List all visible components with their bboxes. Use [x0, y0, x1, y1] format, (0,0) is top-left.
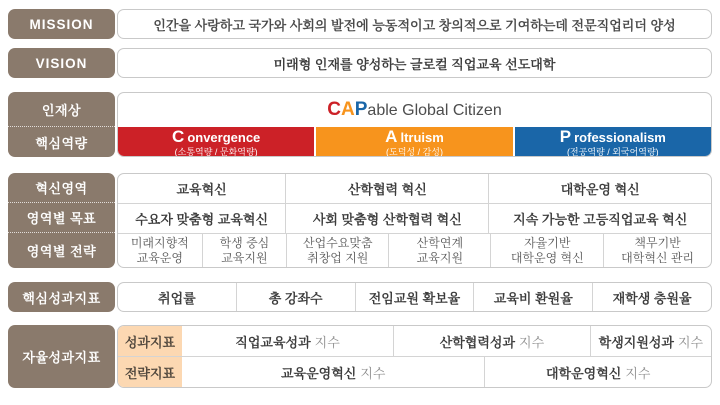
innovation-strategy-line: 취창업 지원 — [307, 250, 369, 265]
competency-altruism-sub: (도덕성 / 감성) — [386, 146, 443, 157]
mission-label-box — [8, 9, 115, 39]
innovation-goal: 지속 가능한 고등직업교육 혁신 — [513, 212, 688, 227]
kpi-item: 교육비 환원율 — [493, 290, 573, 306]
vision-content-box — [117, 48, 712, 78]
cap-letter-p: P — [354, 99, 368, 120]
competency-altruism — [316, 127, 512, 157]
innovation-row2-label: 영역별 목표 — [8, 202, 115, 232]
index-suffix: 지수 — [625, 365, 651, 381]
innovation-strategy-line: 교육지원 — [416, 250, 464, 265]
innovation-strategy-line: 책무기반 — [634, 235, 681, 250]
performance-index — [235, 332, 339, 351]
innovation-strategy-line: 학생 중심 — [219, 235, 270, 250]
index-name: 직업교육성과 — [235, 334, 311, 350]
index-suffix: 지수 — [519, 334, 545, 350]
index-suffix: 지수 — [314, 334, 340, 350]
competency-initial: C — [172, 127, 185, 146]
talent-content-box — [117, 92, 712, 157]
innovation-goal: 수요자 맞춤형 교육혁신 — [135, 212, 269, 227]
index-name: 산학협력성과 — [439, 334, 516, 350]
index-name: 교육운영혁신 — [280, 365, 357, 381]
strategy-index — [546, 363, 650, 382]
cap-letter-c: C — [327, 99, 341, 120]
kpi-label-box — [8, 282, 115, 312]
competency-convergence — [118, 127, 314, 157]
innovation-row1-label: 혁신영역 — [35, 181, 88, 196]
index-name: 대학운영혁신 — [545, 365, 622, 381]
competency-professionalism-title — [560, 127, 666, 147]
autonomous-row2-label: 전략지표 — [118, 357, 182, 387]
competency-initial: P — [559, 127, 572, 146]
mission-label: MISSION — [29, 16, 94, 32]
innovation-row3-label: 영역별 전략 — [8, 232, 115, 268]
competency-initial: A — [385, 127, 398, 146]
vision-label-box — [8, 48, 115, 78]
autonomous-row1-label: 성과지표 — [118, 326, 182, 356]
innovation-strategy-line: 산학연계 — [416, 235, 464, 250]
index-suffix: 지수 — [360, 365, 386, 381]
performance-index — [440, 332, 544, 351]
performance-index — [599, 332, 703, 351]
cap-letter-a: A — [341, 99, 355, 120]
competency-rest: ltruism — [400, 130, 444, 145]
index-suffix: 지수 — [678, 334, 704, 350]
innovation-strategy-line: 자율기반 — [524, 235, 571, 250]
talent-block — [8, 92, 712, 157]
autonomous-label-box — [8, 325, 115, 388]
competency-rest: rofessionalism — [574, 130, 666, 145]
innovation-strategy-line: 교육운영 — [136, 250, 183, 265]
competency-altruism-title — [385, 127, 444, 147]
autonomous-content-box — [117, 325, 712, 388]
autonomous-block — [8, 325, 712, 388]
innovation-strategy-line: 미래지향적 — [130, 235, 189, 250]
kpi-item: 총 강좌수 — [268, 290, 323, 306]
competency-convergence-title — [172, 127, 260, 147]
talent-label-box — [8, 92, 115, 157]
talent-row2-label: 핵심역량 — [8, 126, 115, 157]
kpi-content-box — [117, 282, 712, 312]
strategy-index — [281, 363, 385, 382]
mission-row — [8, 9, 712, 39]
talent-row1-label: 인재상 — [41, 102, 82, 118]
innovation-label-box — [8, 173, 115, 268]
kpi-block — [8, 282, 712, 312]
innovation-strategy-line: 교육지원 — [221, 250, 268, 265]
innovation-strategy-line: 대학혁신 관리 — [621, 250, 695, 265]
mission-text: 인간을 사랑하고 국가와 사회의 발전에 능동적이고 창의적으로 기여하는데 전문직업리더 양성 — [153, 17, 676, 33]
innovation-strategy-line: 산업수요맞춤 — [302, 235, 373, 250]
autonomous-label: 자율성과지표 — [22, 350, 101, 365]
competency-professionalism-sub: (전공역량 / 외국어역량) — [566, 146, 659, 157]
innovation-block — [8, 173, 712, 268]
competency-professionalism — [515, 127, 711, 157]
innovation-area: 산학협력 혁신 — [347, 182, 427, 197]
innovation-area: 교육혁신 — [176, 182, 227, 197]
competency-rest: onvergence — [187, 130, 261, 145]
mission-content-box — [117, 9, 712, 39]
kpi-item: 재학생 충원율 — [612, 290, 692, 306]
kpi-label: 핵심성과지표 — [22, 290, 101, 306]
cap-title — [327, 99, 501, 121]
innovation-goal: 사회 맞춤형 산학협력 혁신 — [312, 212, 462, 227]
competency-convergence-sub: (소통역량 / 문화역량) — [174, 146, 258, 157]
innovation-strategy-line: 대학운영 혁신 — [510, 250, 584, 265]
index-name: 학생지원성과 — [598, 334, 674, 350]
kpi-item: 전임교원 확보율 — [368, 290, 461, 306]
vision-row — [8, 48, 712, 78]
cap-title-rest: able Global Citizen — [367, 102, 502, 119]
innovation-area: 대학운영 혁신 — [560, 182, 640, 197]
vision-text: 미래형 인재를 양성하는 글로컬 직업교육 선도대학 — [273, 56, 556, 72]
vision-label: VISION — [35, 55, 88, 71]
innovation-content-box — [117, 173, 712, 268]
kpi-item: 취업률 — [158, 290, 196, 306]
